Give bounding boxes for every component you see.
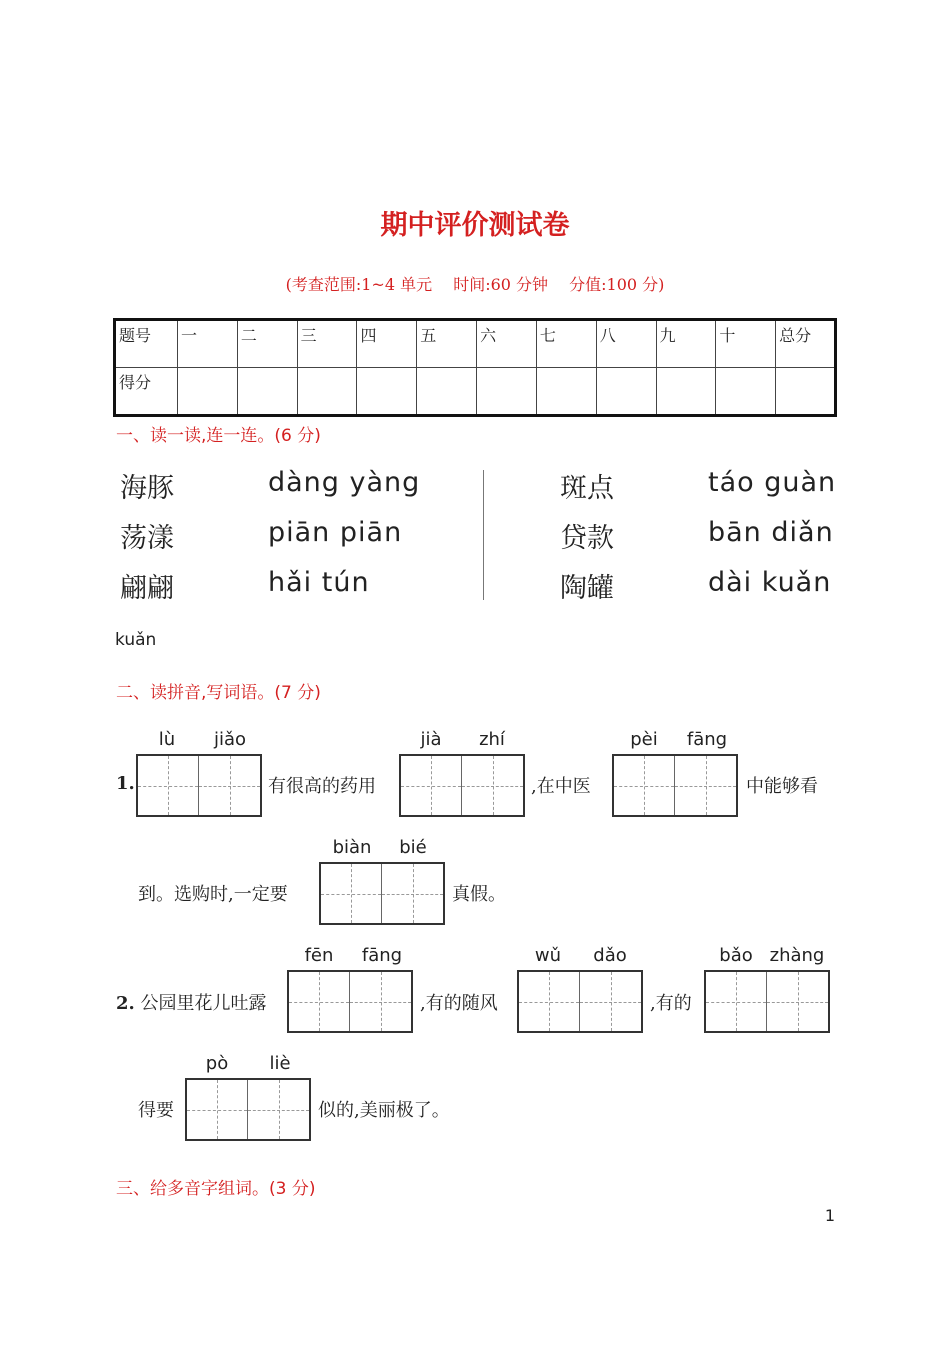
answer-box[interactable]: [399, 754, 525, 817]
pinyin-hint: dǎo: [593, 945, 627, 966]
match-word[interactable]: 斑点: [560, 473, 614, 504]
pinyin-hint: pò: [205, 1053, 229, 1074]
sentence-text: ,在中医: [531, 776, 591, 797]
score-entry[interactable]: [357, 368, 417, 416]
score-entry[interactable]: [178, 368, 238, 416]
answer-box[interactable]: [704, 970, 830, 1033]
score-cell: 五: [417, 320, 477, 368]
pinyin-hint: jiǎo: [213, 729, 247, 750]
pinyin-hint: lù: [158, 729, 176, 750]
writing-cell[interactable]: [462, 756, 523, 815]
match-word[interactable]: 贷款: [560, 523, 614, 554]
pinyin-hint: zhí: [479, 729, 505, 750]
score-cell: 十: [716, 320, 776, 368]
score-entry[interactable]: [237, 368, 297, 416]
score-table-header-row: [115, 320, 836, 368]
writing-cell[interactable]: [199, 756, 260, 815]
sentence-text: ,有的随风: [420, 993, 498, 1014]
section1-heading: 一、读一读,连一连。(6 分): [116, 426, 321, 446]
score-entry[interactable]: [716, 368, 776, 416]
pinyin-hint: fēn: [304, 945, 334, 966]
sentence-text: 得要: [138, 1100, 174, 1121]
answer-box[interactable]: [136, 754, 262, 817]
page-number: 1: [824, 1206, 835, 1225]
column-divider: [483, 470, 484, 600]
match-word[interactable]: 荡漾: [120, 523, 174, 554]
match-pinyin[interactable]: bān diǎn: [708, 517, 834, 548]
score-entry[interactable]: [477, 368, 537, 416]
score-cell: 九: [656, 320, 716, 368]
exam-scope: (考查范围:1~4 单元: [285, 275, 433, 294]
score-cell: 三: [297, 320, 357, 368]
match-pinyin[interactable]: piān piān: [268, 517, 403, 548]
answer-box[interactable]: [517, 970, 643, 1033]
writing-cell[interactable]: [138, 756, 199, 815]
score-table-score-row: [115, 368, 836, 416]
question-number-label: 2.: [116, 993, 135, 1014]
score-cell-label: 题号: [115, 320, 178, 368]
match-pinyin[interactable]: dàng yàng: [268, 467, 421, 498]
writing-cell[interactable]: [519, 972, 580, 1031]
section3-heading: 三、给多音字组词。(3 分): [116, 1179, 316, 1199]
pinyin-hint: fāng: [361, 945, 403, 966]
pinyin-hint: bié: [399, 837, 427, 858]
exam-time: 时间:60 分钟: [453, 275, 549, 294]
match-word[interactable]: 陶罐: [560, 573, 614, 604]
writing-cell[interactable]: [248, 1080, 309, 1139]
sentence-text: 公园里花儿吐露: [140, 993, 267, 1014]
match-word[interactable]: 翩翩: [120, 573, 174, 604]
question-number: [116, 989, 267, 1015]
score-cell: 六: [477, 320, 537, 368]
exam-info: [0, 272, 950, 295]
score-cell: 四: [357, 320, 417, 368]
pinyin-hint: wǔ: [534, 945, 562, 966]
pinyin-hint: zhàng: [769, 945, 825, 966]
writing-cell[interactable]: [767, 972, 828, 1031]
writing-cell[interactable]: [187, 1080, 248, 1139]
sentence-text: 似的,美丽极了。: [318, 1100, 450, 1121]
exam-score: 分值:100 分): [569, 275, 665, 294]
score-row-label: 得分: [115, 368, 178, 416]
pinyin-hint: bǎo: [719, 945, 753, 966]
pinyin-hint: pèi: [630, 729, 658, 750]
score-cell-total: 总分: [776, 320, 836, 368]
match-pinyin[interactable]: táo guàn: [708, 467, 837, 498]
writing-cell[interactable]: [580, 972, 641, 1031]
answer-box[interactable]: [319, 862, 445, 925]
score-cell: 七: [536, 320, 596, 368]
sentence-text: ,有的: [650, 993, 692, 1014]
match-pinyin[interactable]: hǎi tún: [268, 567, 370, 598]
score-entry[interactable]: [596, 368, 656, 416]
writing-cell[interactable]: [382, 864, 443, 923]
score-table: [113, 318, 837, 417]
question-number: 1.: [116, 773, 135, 794]
answer-box[interactable]: [185, 1078, 311, 1141]
writing-cell[interactable]: [675, 756, 736, 815]
writing-cell[interactable]: [614, 756, 675, 815]
score-cell: 二: [237, 320, 297, 368]
sentence-text: 到。选购时,一定要: [138, 884, 288, 905]
score-cell: 一: [178, 320, 238, 368]
score-entry[interactable]: [297, 368, 357, 416]
pinyin-hint: liè: [269, 1053, 291, 1074]
writing-cell[interactable]: [289, 972, 350, 1031]
sentence-text: 有很高的药用: [268, 776, 376, 797]
score-entry[interactable]: [656, 368, 716, 416]
pinyin-hint: fāng: [686, 729, 728, 750]
writing-cell[interactable]: [321, 864, 382, 923]
pinyin-hint: biàn: [332, 837, 372, 858]
page-title: 期中评价测试卷: [380, 210, 570, 241]
pinyin-hint: jià: [420, 729, 442, 750]
score-entry[interactable]: [536, 368, 596, 416]
score-entry[interactable]: [417, 368, 477, 416]
sentence-text: 真假。: [452, 884, 506, 905]
sentence-text: 中能够看: [746, 776, 818, 797]
match-word[interactable]: 海豚: [120, 473, 174, 504]
section2-heading: 二、读拼音,写词语。(7 分): [116, 683, 321, 703]
score-cell: 八: [596, 320, 656, 368]
match-pinyin[interactable]: dài kuǎn: [708, 567, 832, 598]
writing-cell[interactable]: [706, 972, 767, 1031]
writing-cell[interactable]: [401, 756, 462, 815]
answer-box[interactable]: [612, 754, 738, 817]
score-entry[interactable]: [776, 368, 836, 416]
stray-pinyin: kuǎn: [115, 630, 157, 650]
writing-cell[interactable]: [350, 972, 411, 1031]
answer-box[interactable]: [287, 970, 413, 1033]
